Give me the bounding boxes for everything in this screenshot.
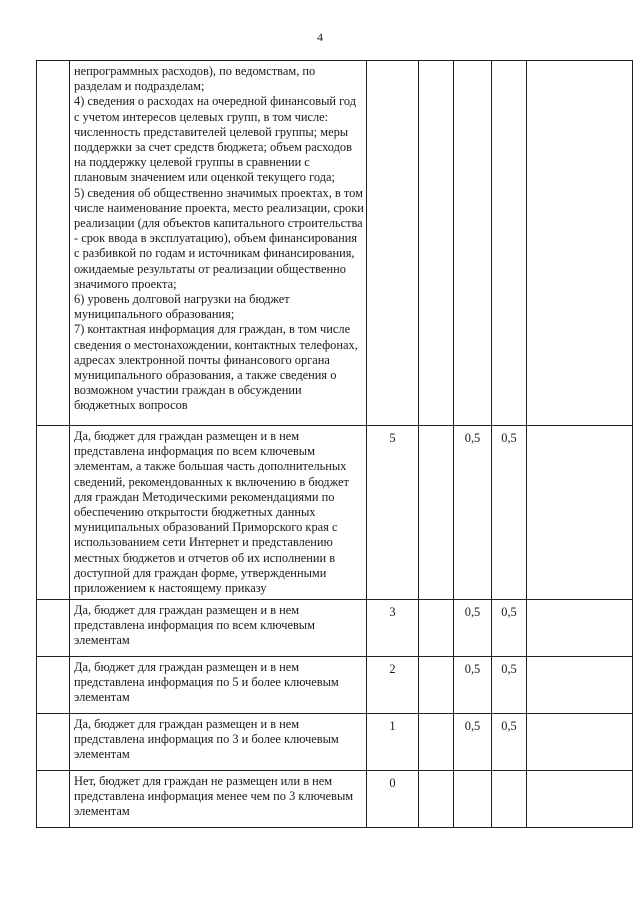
empty-cell — [419, 426, 454, 600]
table-row — [37, 426, 633, 600]
criterion-text-line: представлена информация по 5 и более ключевым — [74, 675, 339, 690]
criterion-text-line: для граждан Методическими рекомендациями по — [74, 489, 335, 504]
table-row — [37, 771, 633, 828]
criterion-text-line: значимого проекта; — [74, 276, 177, 291]
table-row — [37, 600, 633, 657]
criterion-text-line: элементам — [74, 633, 130, 648]
criterion-text-line: Да, бюджет для граждан размещен и в нем — [74, 429, 300, 443]
criterion-text-line: плановым значением или оценкой текущего года; — [74, 170, 335, 185]
criterion-text-line: 7) контактная информация для граждан, в том числе — [74, 322, 351, 337]
criterion-text-line: муниципального образования, а также сведения о — [74, 368, 337, 383]
criterion-description-cell — [70, 61, 367, 426]
criterion-text-line: доступной для граждан форме, утвержденными — [74, 565, 327, 580]
score-cell: 1 — [367, 714, 419, 771]
criterion-text-line: элементам — [74, 690, 130, 705]
criterion-text-line: Да, бюджет для граждан размещен и в нем — [74, 603, 300, 617]
weight-cell: 0,5 — [454, 600, 492, 657]
criterion-text-line: Да, бюджет для граждан размещен и в нем — [74, 717, 300, 731]
criterion-text-line: - срок ввода в эксплуатацию), объем финансирования — [74, 231, 358, 246]
criterion-text-line: представлена информация менее чем по 3 ключевым — [74, 789, 354, 804]
criterion-description-cell — [70, 426, 367, 600]
weight-cell: 0,5 — [492, 426, 527, 600]
weight-cell: 0,5 — [492, 600, 527, 657]
criterion-text-line: муниципальных образований Приморского края с — [74, 520, 338, 535]
empty-cell — [419, 600, 454, 657]
criterion-text-line: с разбивкой по годам и источникам финансирования, — [74, 246, 355, 261]
criterion-text-line: использованием сети Интернет и представлению — [74, 535, 333, 550]
criterion-text-line: элементам — [74, 804, 130, 819]
criteria-table — [36, 60, 633, 828]
comment-cell — [527, 771, 633, 828]
criterion-text-line: муниципального образования; — [74, 307, 235, 322]
empty-cell — [419, 657, 454, 714]
score-cell — [367, 61, 419, 426]
weight-cell: 0,5 — [454, 426, 492, 600]
criterion-text-line: представлена информация по всем ключевым — [74, 444, 315, 459]
table-row — [37, 657, 633, 714]
row-number-cell — [37, 714, 70, 771]
criterion-text-line: возможном участии граждан в обсуждении — [74, 383, 302, 398]
weight-cell: 0,5 — [454, 714, 492, 771]
criterion-text-line: поддержки за счет средств бюджета; объем расходов — [74, 140, 352, 155]
weight-cell — [492, 771, 527, 828]
criterion-text-line: представлена информация по 3 и более ключевым — [74, 732, 339, 747]
row-number-cell — [37, 426, 70, 600]
comment-cell — [527, 61, 633, 426]
comment-cell — [527, 657, 633, 714]
comment-cell — [527, 600, 633, 657]
page-number: 4 — [317, 30, 323, 44]
criterion-description-cell — [70, 657, 367, 714]
row-number-cell — [37, 600, 70, 657]
weight-cell — [492, 61, 527, 426]
criterion-text-line: непрограммных расходов), по ведомствам, по — [74, 64, 316, 78]
criterion-text-line: 6) уровень долговой нагрузки на бюджет — [74, 292, 290, 307]
row-number-cell — [37, 657, 70, 714]
criterion-text-line: ожидаемые результаты от реализации общественно — [74, 261, 346, 276]
criterion-text-line: приложением к настоящему приказу — [74, 581, 267, 596]
score-cell: 2 — [367, 657, 419, 714]
criterion-text-line: адресах электронной почты финансового органа — [74, 352, 330, 367]
criterion-text-line: 4) сведения о расходах на очередной финансовый год — [74, 94, 357, 109]
criterion-text-line: представлена информация по всем ключевым — [74, 618, 315, 633]
weight-cell — [454, 61, 492, 426]
criterion-text-line: с учетом интересов целевых групп, в том числе: — [74, 109, 329, 124]
criterion-text-line: численность представителей целевой группы; меры — [74, 124, 349, 139]
criterion-text-line: Да, бюджет для граждан размещен и в нем — [74, 660, 300, 674]
table-row — [37, 61, 633, 426]
criterion-text-line: 5) сведения об общественно значимых проектах, в том — [74, 185, 363, 200]
criterion-text-line: разделам и подразделам; — [74, 79, 205, 94]
empty-cell — [419, 771, 454, 828]
empty-cell — [419, 61, 454, 426]
criterion-text-line: сведения о местонахождении, контактных телефонах, — [74, 337, 358, 352]
criterion-text-line: бюджетных вопросов — [74, 398, 188, 413]
weight-cell: 0,5 — [492, 714, 527, 771]
criteria-table-body — [37, 61, 633, 828]
comment-cell — [527, 426, 633, 600]
row-number-cell — [37, 771, 70, 828]
row-number-cell — [37, 61, 70, 426]
criterion-text-line: местных бюджетов и отчетов об их исполнении в — [74, 550, 336, 565]
weight-cell — [454, 771, 492, 828]
criterion-description-cell — [70, 714, 367, 771]
empty-cell — [419, 714, 454, 771]
criterion-description-cell — [70, 771, 367, 828]
criterion-description-cell — [70, 600, 367, 657]
criterion-text-line: элементам — [74, 747, 130, 762]
table-row — [37, 714, 633, 771]
comment-cell — [527, 714, 633, 771]
criterion-text-line: обеспечению открытости бюджетных данных — [74, 505, 316, 520]
score-cell: 0 — [367, 771, 419, 828]
criterion-text-line: реализации (для объектов капитального строительства — [74, 216, 363, 231]
criterion-text-line: на поддержку целевой группы в сравнении с — [74, 155, 310, 170]
weight-cell: 0,5 — [454, 657, 492, 714]
score-cell: 3 — [367, 600, 419, 657]
criterion-text-line: Нет, бюджет для граждан не размещен или в нем — [74, 774, 333, 788]
weight-cell: 0,5 — [492, 657, 527, 714]
criterion-text-line: сведений, рекомендованных к включению в бюджет — [74, 474, 349, 489]
criterion-text-line: числе наименование проекта, место реализации, сроки — [74, 200, 364, 215]
score-cell: 5 — [367, 426, 419, 600]
criterion-text-line: элементам, а также большая часть дополнительных — [74, 459, 347, 474]
